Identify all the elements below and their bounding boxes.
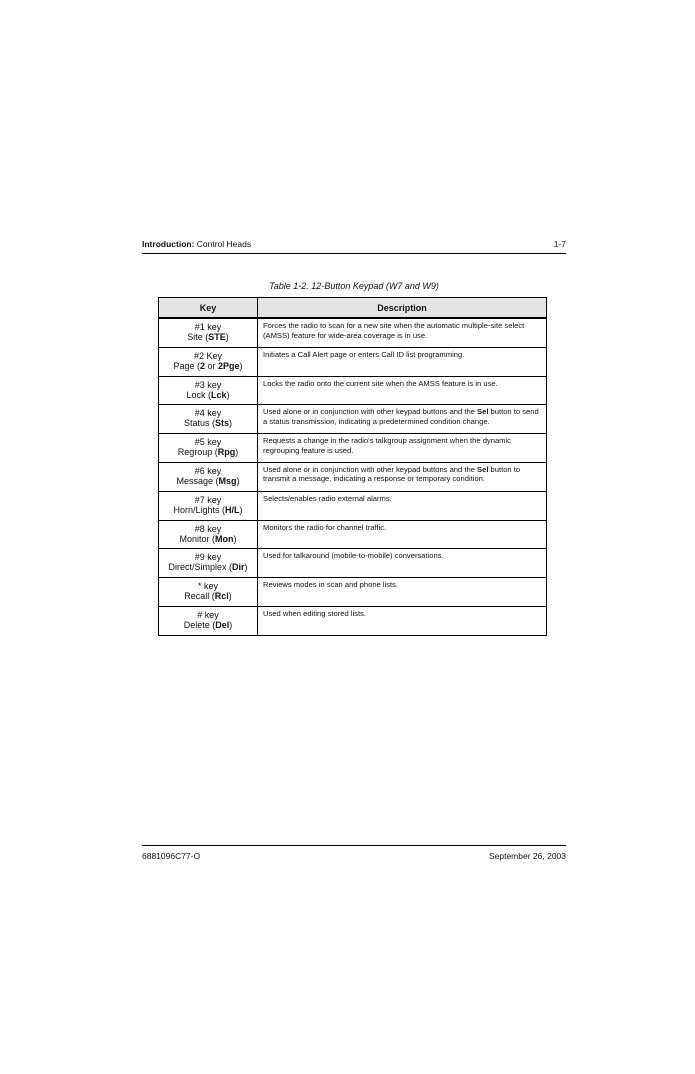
key-label-text: ) bbox=[229, 619, 233, 630]
table-row bbox=[159, 520, 547, 549]
key-label-text: Recall ( bbox=[184, 591, 215, 602]
key-label-text: Page ( bbox=[173, 360, 200, 371]
key-cell bbox=[159, 405, 258, 434]
table-row bbox=[159, 549, 547, 578]
description-cell bbox=[258, 549, 547, 578]
key-label-text: ) bbox=[228, 591, 232, 602]
description-cell bbox=[258, 347, 547, 376]
key-label bbox=[164, 534, 252, 544]
description-bold-text: Sel bbox=[477, 464, 489, 474]
key-number: #3 key bbox=[194, 379, 222, 390]
key-number: #9 key bbox=[194, 552, 222, 563]
key-label bbox=[164, 476, 252, 486]
key-label-text: Direct/Simplex ( bbox=[168, 562, 232, 573]
key-abbreviation: Rpg bbox=[217, 447, 236, 458]
key-label-text: ) bbox=[236, 475, 240, 486]
key-cell bbox=[159, 491, 258, 520]
description-text: Used for talkaround (mobile-to-mobile) conversations. bbox=[263, 551, 444, 561]
key-abbreviation: Dir bbox=[232, 562, 245, 573]
key-number: #2 Key bbox=[193, 350, 223, 361]
description-text: Used alone or in conjunction with other keypad buttons and the bbox=[263, 464, 478, 474]
key-number: #6 key bbox=[194, 465, 222, 476]
key-label-text: Site ( bbox=[187, 332, 209, 342]
key-number: #5 key bbox=[194, 437, 222, 448]
key-abbreviation: Msg bbox=[218, 475, 237, 486]
key-label bbox=[164, 620, 252, 630]
description-text: Monitors the radio for channel traffic. bbox=[263, 522, 387, 532]
key-abbreviation: Mon bbox=[215, 533, 234, 544]
section-title-text: Control Heads bbox=[194, 239, 252, 249]
key-number: #8 key bbox=[194, 523, 222, 534]
key-label-text: or bbox=[205, 360, 219, 371]
key-number: # key bbox=[197, 609, 219, 620]
key-label-text: Status ( bbox=[183, 418, 215, 429]
description-cell bbox=[258, 318, 547, 347]
document-number: 6881096C77-O bbox=[142, 851, 201, 861]
description-text: button to transmit a message, indicating a response or temporary condition. bbox=[263, 464, 521, 484]
description-cell bbox=[258, 520, 547, 549]
page-footer bbox=[142, 845, 566, 860]
description-text: Reviews modes in scan and phone lists. bbox=[263, 580, 399, 590]
key-abbreviation: 2Pge bbox=[218, 360, 240, 371]
key-label-text: ) bbox=[239, 504, 243, 515]
description-text: Locks the radio onto the current site when the AMSS feature is in use. bbox=[263, 378, 498, 388]
key-abbreviation: Sts bbox=[215, 418, 230, 429]
keypad-table bbox=[158, 297, 547, 636]
key-label bbox=[164, 332, 252, 342]
key-cell bbox=[159, 549, 258, 578]
key-label bbox=[164, 361, 252, 371]
key-abbreviation: H/L bbox=[225, 504, 240, 515]
key-cell bbox=[159, 434, 258, 463]
key-number: #7 key bbox=[194, 494, 222, 505]
key-label-text: Regroup ( bbox=[177, 447, 218, 458]
table-row bbox=[159, 434, 547, 463]
key-abbreviation: 2 bbox=[199, 360, 205, 371]
table-row bbox=[159, 347, 547, 376]
key-label-text: Message ( bbox=[176, 475, 219, 486]
description-text: button to send a status transmission, indicating a predetermined condition change. bbox=[263, 407, 539, 426]
description-text: Used alone or in conjunction with other keypad buttons and the bbox=[263, 407, 478, 417]
page-number: 1-7 bbox=[553, 239, 566, 249]
description-text: Requests a change in the radio's talkgroup assignment when the dynamic regrouping feature is used. bbox=[263, 436, 511, 455]
table-row bbox=[159, 462, 547, 491]
key-label-text: ) bbox=[226, 389, 230, 400]
description-text: Forces the radio to scan for a new site when the automatic multiple-site select (AMSS) feature for wide-area coverage is in use. bbox=[263, 321, 525, 340]
table-body bbox=[159, 318, 547, 635]
table-row bbox=[159, 578, 547, 607]
key-number: * key bbox=[197, 581, 218, 592]
key-label bbox=[164, 418, 252, 428]
table-row bbox=[159, 318, 547, 347]
description-bold-text: Sel bbox=[477, 407, 489, 417]
key-cell bbox=[159, 578, 258, 607]
key-cell bbox=[159, 462, 258, 491]
description-text: Selects/enables radio external alarms. bbox=[263, 493, 392, 503]
table-row bbox=[159, 606, 547, 635]
column-header-key: Key bbox=[159, 298, 258, 319]
table-row bbox=[159, 405, 547, 434]
description-text: Used when editing stored lists. bbox=[263, 608, 366, 618]
description-text: Initiates a Call Alert page or enters Call ID list programming. bbox=[263, 349, 465, 359]
section-title-bold: Introduction: bbox=[142, 239, 195, 249]
key-label-text: Delete ( bbox=[183, 619, 216, 630]
description-cell bbox=[258, 376, 547, 405]
table-header-row bbox=[159, 298, 547, 319]
description-cell bbox=[258, 462, 547, 491]
key-number: #1 key bbox=[194, 322, 222, 332]
description-cell bbox=[258, 434, 547, 463]
description-cell bbox=[258, 578, 547, 607]
key-abbreviation: Del bbox=[215, 619, 230, 630]
key-cell bbox=[159, 376, 258, 405]
key-cell bbox=[159, 347, 258, 376]
key-cell bbox=[159, 318, 258, 347]
key-label bbox=[164, 390, 252, 400]
key-cell bbox=[159, 520, 258, 549]
page-header bbox=[142, 237, 566, 254]
key-abbreviation: STE bbox=[208, 332, 226, 342]
key-abbreviation: Lck bbox=[211, 389, 227, 400]
column-header-description: Description bbox=[258, 298, 547, 319]
description-cell bbox=[258, 405, 547, 434]
key-label-text: ) bbox=[229, 418, 233, 429]
key-number: #4 key bbox=[194, 408, 222, 419]
key-label-text: ) bbox=[235, 447, 239, 458]
section-title bbox=[142, 239, 251, 249]
table-row bbox=[159, 376, 547, 405]
description-cell bbox=[258, 606, 547, 635]
description-cell bbox=[258, 491, 547, 520]
key-label bbox=[164, 562, 252, 572]
key-label bbox=[164, 505, 252, 515]
key-label-text: Horn/Lights ( bbox=[173, 504, 226, 515]
key-label bbox=[164, 447, 252, 457]
document-date: September 26, 2003 bbox=[488, 851, 566, 861]
table-row bbox=[159, 491, 547, 520]
key-label-text: ) bbox=[244, 562, 248, 573]
key-cell bbox=[159, 606, 258, 635]
key-label-text: Lock ( bbox=[186, 389, 211, 400]
key-label-text: ) bbox=[233, 533, 237, 544]
key-label-text: ) bbox=[225, 332, 229, 342]
key-label-text: Monitor ( bbox=[179, 533, 215, 544]
table-caption: Table 1-2. 12-Button Keypad (W7 and W9) bbox=[269, 281, 439, 291]
key-label-text: ) bbox=[239, 360, 243, 371]
key-label bbox=[164, 591, 252, 601]
key-abbreviation: Rcl bbox=[214, 591, 229, 602]
